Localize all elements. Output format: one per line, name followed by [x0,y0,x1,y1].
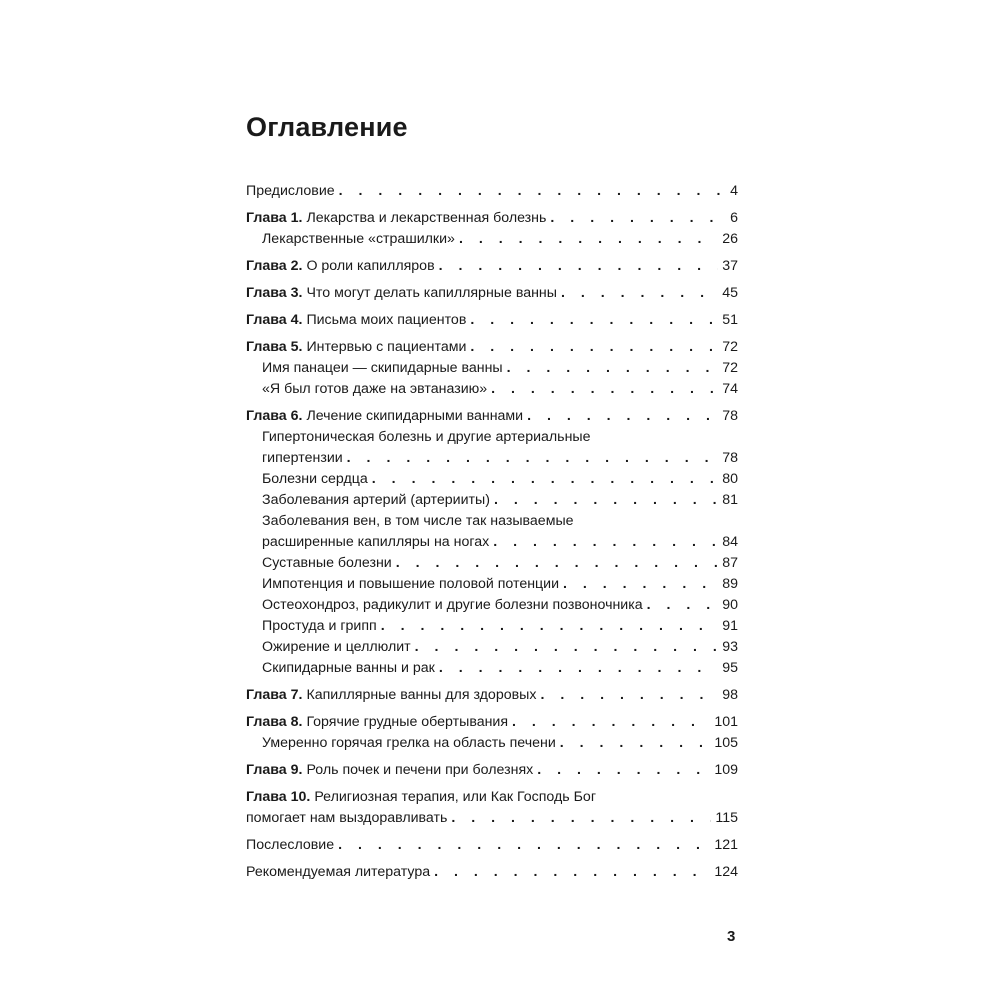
toc-entry-title: Импотенция и повышение половой потенции [262,576,560,592]
toc-entry-title: Послесловие [246,837,335,853]
dot-leader [550,208,726,229]
toc-entry-title: Болезни сердца [262,471,368,487]
toc-entry-title: Заболевания артерий (артерииты) [262,492,490,508]
toc-entry-page: 78 [722,450,738,466]
toc-entry-title: Предисловие [246,183,335,199]
toc-entry-page: 72 [722,360,738,376]
toc-entry-page: 51 [722,312,738,328]
dot-leader [494,490,718,511]
toc-entry-title: Остеохондроз, радикулит и другие болезни позвоночника [262,597,643,613]
toc-entry[interactable] [246,406,738,427]
toc-entry-page: 45 [722,285,738,301]
toc-entry[interactable] [246,553,738,574]
toc-entry[interactable] [246,808,738,829]
dot-leader [527,406,718,427]
toc-entry-page: 6 [730,210,738,226]
toc-entry-page: 81 [722,492,738,508]
dot-leader [507,358,719,379]
toc-entry[interactable] [246,469,738,490]
toc-entry-page: 80 [722,471,738,487]
toc-entry-title: Горячие грудные обертывания [306,714,509,730]
toc-entry-page: 4 [730,183,738,199]
dot-leader [396,553,718,574]
toc-entry-page: 121 [714,837,738,853]
toc-title: Оглавление [246,112,408,142]
toc-entry-title: Ожирение и целлюлит [262,639,411,655]
dot-leader [491,379,718,400]
toc-entry-title: Капиллярные ванны для здоровых [306,687,537,703]
toc-chapter-label: Глава 8. [246,714,303,730]
toc-entry-title: Суставные болезни [262,555,392,571]
toc-chapter-label: Глава 2. [246,258,303,274]
dot-leader [561,283,718,304]
dot-leader [560,733,711,754]
toc-entry-first-line: Заболевания вен, в том числе так называемые [262,513,574,529]
toc-entry-title: Письма моих пациентов [306,312,467,328]
toc-entry[interactable] [246,862,738,883]
dot-leader [451,808,711,829]
toc-entry[interactable] [246,685,738,706]
toc-entry-page: 101 [714,714,738,730]
toc-chapter-label: Глава 9. [246,762,303,778]
toc-entry-title: Имя панацеи — скипидарные ванны [262,360,503,376]
toc-entry[interactable] [246,379,738,400]
dot-leader [415,637,719,658]
toc-entry[interactable] [246,310,738,331]
toc-entry-page: 74 [722,381,738,397]
toc-entry[interactable] [246,733,738,754]
dot-leader [439,658,718,679]
toc-chapter-label: Глава 6. [246,408,303,424]
toc-entry-title: О роли капилляров [306,258,435,274]
toc-entry-page: 98 [722,687,738,703]
dot-leader [372,469,718,490]
dot-leader [563,574,718,595]
toc-chapter-label: Глава 4. [246,312,303,328]
dot-leader [459,229,718,250]
toc-entry[interactable] [246,637,738,658]
toc-entry-title: Интервью с пациентами [306,339,467,355]
toc-entry[interactable] [246,181,738,202]
dot-leader [540,685,718,706]
toc-entry-page: 95 [722,660,738,676]
toc-entry[interactable] [246,712,738,733]
toc-entry-page: 84 [722,534,738,550]
toc-entry-title: Лекарства и лекарственная болезнь [306,210,547,226]
toc-entry-page: 78 [722,408,738,424]
toc-entry-title-line1: Религиозная терапия, или Как Господь Бог [314,789,596,805]
dot-leader [512,712,710,733]
toc-entry-page: 91 [722,618,738,634]
page-number: 3 [727,928,736,945]
toc-entry-page: 37 [722,258,738,274]
toc-entry-title: гипертензии [262,450,343,466]
toc-entry-title: Скипидарные ванны и рак [262,660,435,676]
toc-entry[interactable] [246,616,738,637]
toc-entry-page: 115 [715,810,738,826]
toc-entry[interactable] [246,595,738,616]
dot-leader [347,448,719,469]
toc-chapter-label: Глава 5. [246,339,303,355]
toc-entry[interactable] [246,532,738,553]
dot-leader [470,310,718,331]
toc-entry[interactable] [246,208,738,229]
toc-entry-title: Умеренно горячая грелка на область печени [262,735,556,751]
toc-entry-page: 109 [714,762,738,778]
toc-entry[interactable] [246,358,738,379]
dot-leader [493,532,718,553]
dot-leader [339,181,726,202]
dot-leader [381,616,719,637]
toc-entry-title: «Я был готов даже на эвтаназию» [262,381,488,397]
toc-entry[interactable] [246,337,738,358]
toc-entry-first-line [246,787,738,808]
toc-entry-page: 26 [722,231,738,247]
toc-entry[interactable] [246,490,738,511]
dot-leader [470,337,718,358]
toc-chapter-label: Глава 7. [246,687,303,703]
toc-entry-page: 93 [722,639,738,655]
dot-leader [537,760,710,781]
toc-entry-page: 105 [714,735,738,751]
toc-entry[interactable] [246,283,738,304]
dot-leader [338,835,710,856]
toc-entry-page: 90 [722,597,738,613]
toc-entry[interactable] [246,835,738,856]
toc-entry[interactable] [246,574,738,595]
toc-entry-title: Что могут делать капиллярные ванны [306,285,557,301]
toc-entry-first-line: Гипертоническая болезнь и другие артериальные [262,429,591,445]
toc-entry-title: Роль почек и печени при болезнях [306,762,534,778]
dot-leader [647,595,719,616]
toc-entry[interactable] [246,760,738,781]
toc-entry-page: 89 [722,576,738,592]
toc-entry-title: Лечение скипидарными ваннами [306,408,524,424]
toc-entry-title: Лекарственные «страшилки» [262,231,455,247]
toc-entry-page: 124 [714,864,738,880]
toc-entry-title: помогает нам выздоравливать [246,810,448,826]
toc-entry[interactable] [246,229,738,250]
toc-entry-title: расширенные капилляры на ногах [262,534,490,550]
toc-entry[interactable] [246,658,738,679]
toc-entry-title: Рекомендуемая литература [246,864,431,880]
toc-entry[interactable] [246,448,738,469]
toc-chapter-label: Глава 3. [246,285,303,301]
toc-chapter-label: Глава 1. [246,210,303,226]
table-of-contents [246,181,738,883]
toc-entry[interactable] [246,256,738,277]
toc-entry-title: Простуда и грипп [262,618,377,634]
dot-leader [434,862,710,883]
toc-entry-page: 72 [722,339,738,355]
toc-entry-page: 87 [722,555,738,571]
toc-chapter-label: Глава 10. [246,789,311,805]
dot-leader [439,256,719,277]
